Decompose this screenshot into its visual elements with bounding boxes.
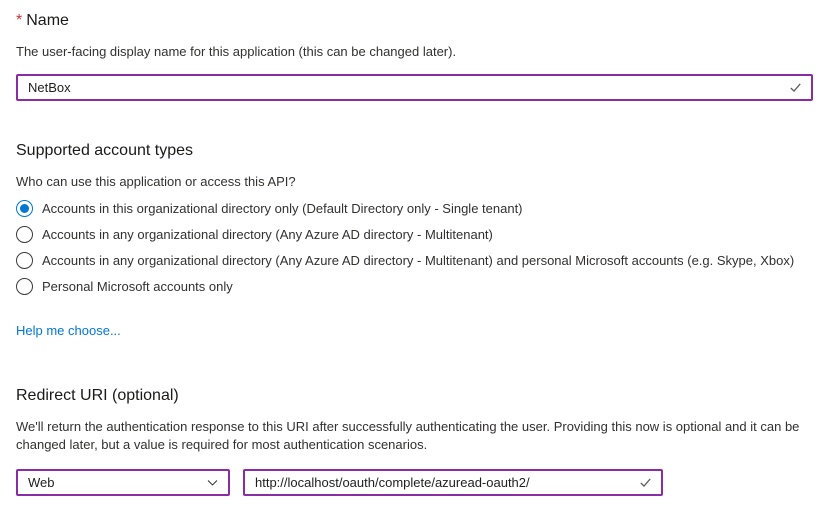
radio-multitenant-personal[interactable] [16,252,813,269]
redirect-uri-input[interactable] [245,471,661,494]
help-me-choose-link[interactable]: Help me choose... [16,323,121,338]
radio-label: Accounts in any organizational directory (Any Azure AD directory - Multitenant) [42,227,493,242]
name-label-text: Name [26,12,69,29]
radio-multitenant[interactable] [16,226,813,243]
name-field-label [16,11,813,30]
redirect-uri-heading: Redirect URI (optional) [16,387,179,404]
name-input-container [16,74,813,101]
radio-button-icon [16,226,33,243]
chevron-down-icon [205,475,220,490]
checkmark-icon [637,475,653,491]
account-types-question: Who can use this application or access this API? [16,174,296,189]
account-type-radio-group [16,200,813,295]
radio-button-icon [16,278,33,295]
radio-button-icon [16,252,33,269]
platform-select-value: Web [28,475,55,490]
radio-label: Personal Microsoft accounts only [42,279,233,294]
checkmark-icon [787,80,803,96]
redirect-uri-controls [16,469,813,496]
radio-single-tenant[interactable] [16,200,813,217]
name-field-description: The user-facing display name for this application (this can be changed later). [16,44,457,59]
supported-account-types-heading: Supported account types [16,142,194,159]
redirect-uri-input-container [243,469,663,496]
radio-personal-only[interactable] [16,278,813,295]
required-marker: * [16,12,23,29]
redirect-uri-description: We'll return the authentication response to this URI after successfully authenticating the user. Providing this now is optional and it can be changed later, but a value is required for most authentication scenarios. [16,419,800,452]
radio-button-icon [16,200,33,217]
radio-label: Accounts in this organizational directory only (Default Directory only - Single tenant) [42,201,523,216]
radio-label: Accounts in any organizational directory (Any Azure AD directory - Multitenant) and personal Microsoft accounts (e.g. Skype, Xbox) [42,253,795,268]
name-input[interactable] [18,76,811,99]
platform-select[interactable] [16,469,230,496]
